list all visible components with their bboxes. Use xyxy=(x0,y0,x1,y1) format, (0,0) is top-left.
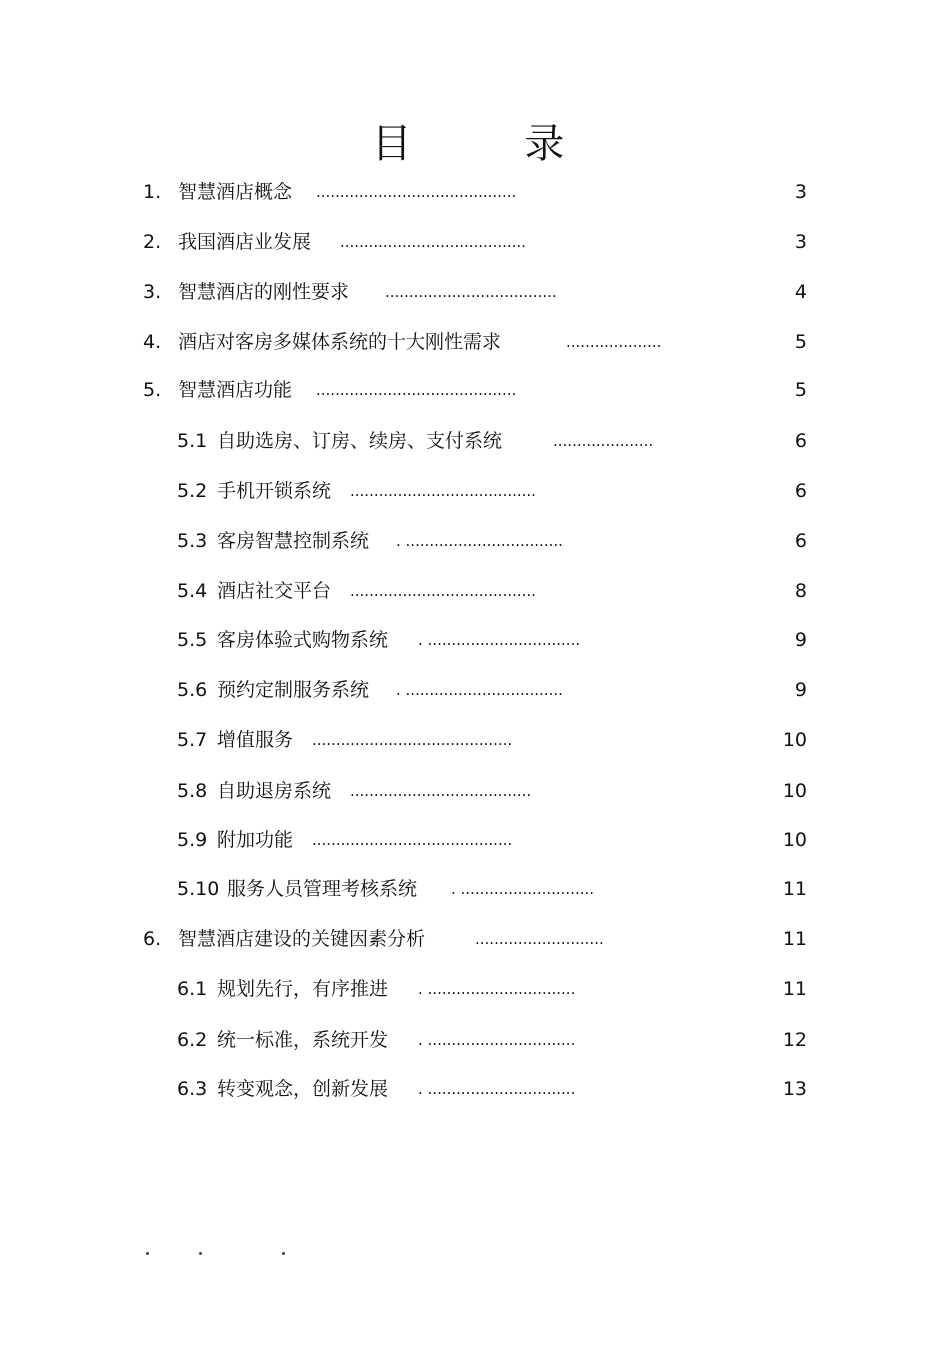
toc-entry-leader: ..................... xyxy=(553,432,654,450)
footer-marks xyxy=(0,1252,950,1272)
toc-entry-number: 5.10 xyxy=(177,878,220,900)
toc-entry-label: 我国酒店业发展 xyxy=(178,231,312,253)
toc-entry[interactable] xyxy=(0,864,950,914)
page-title: 目 录 xyxy=(371,121,615,167)
toc-entry-label: 预约定制服务系统 xyxy=(217,679,370,701)
toc-entry-label: 酒店对客房多媒体系统的十大刚性需求 xyxy=(178,331,502,353)
toc-entry[interactable] xyxy=(0,766,950,816)
toc-entry-page: 11 xyxy=(782,978,807,1000)
toc-entry[interactable] xyxy=(0,317,950,367)
toc-entry-number: 5.9 xyxy=(177,829,208,851)
toc-entry[interactable] xyxy=(0,267,950,317)
toc-entry-label: 智慧酒店功能 xyxy=(178,379,293,401)
toc-entry[interactable] xyxy=(0,1064,950,1114)
toc-entry-leader: .......................................... xyxy=(316,183,517,201)
toc-entry[interactable] xyxy=(0,466,950,516)
toc-entry-number: 6.2 xyxy=(177,1029,208,1051)
toc-entry-number: 5.4 xyxy=(177,580,208,602)
toc-entry-leader: . ............................... xyxy=(418,1080,576,1098)
toc-entry-leader: ....................................... xyxy=(340,233,526,251)
toc-entry[interactable] xyxy=(0,416,950,466)
toc-entry-leader: .......................................... xyxy=(312,831,513,849)
toc-entry-label: 附加功能 xyxy=(217,829,294,851)
toc-entry-leader: ....................................... xyxy=(350,582,536,600)
toc-entry-page: 9 xyxy=(794,679,807,701)
toc-entry-page: 6 xyxy=(794,480,807,502)
toc-entry-label: 转变观念，创新发展 xyxy=(217,1078,389,1100)
toc-entry-number: 5.2 xyxy=(177,480,208,502)
toc-entry-page: 9 xyxy=(794,629,807,651)
toc-entry[interactable] xyxy=(0,964,950,1014)
toc-entry-leader: . ................................ xyxy=(418,631,581,649)
toc-entry-page: 11 xyxy=(782,928,807,950)
toc-entry-label: 自助选房、订房、续房、支付系统 xyxy=(217,430,503,452)
toc-entry-leader: .................................... xyxy=(385,283,557,301)
toc-entry-label: 智慧酒店的刚性要求 xyxy=(178,281,350,303)
toc-entry-number: 2. xyxy=(143,231,162,253)
toc-entry-label: 服务人员管理考核系统 xyxy=(227,878,418,900)
toc-entry-label: 自助退房系统 xyxy=(217,780,332,802)
toc-entry-page: 11 xyxy=(782,878,807,900)
toc-entry[interactable] xyxy=(0,815,950,865)
toc-entry-leader: .......................................... xyxy=(312,731,513,749)
toc-entry-page: 13 xyxy=(782,1078,807,1100)
toc-entry[interactable] xyxy=(0,665,950,715)
toc-entry[interactable] xyxy=(0,566,950,616)
toc-entry-page: 8 xyxy=(794,580,807,602)
toc-entry-page: 10 xyxy=(782,780,807,802)
footer-dot xyxy=(146,1252,149,1255)
toc-entry-leader: .................... xyxy=(566,333,662,351)
toc-entry-number: 5.7 xyxy=(177,729,208,751)
toc-entry-page: 10 xyxy=(782,829,807,851)
toc-entry-number: 6. xyxy=(143,928,162,950)
toc-entry[interactable] xyxy=(0,615,950,665)
toc-entry-leader: . ............................... xyxy=(418,1031,576,1049)
toc-entry-label: 统一标准，系统开发 xyxy=(217,1029,389,1051)
toc-entry[interactable] xyxy=(0,715,950,765)
toc-entry-number: 5.1 xyxy=(177,430,208,452)
toc-entry[interactable] xyxy=(0,167,950,217)
toc-entry-number: 5.3 xyxy=(177,530,208,552)
toc-entry[interactable] xyxy=(0,516,950,566)
toc-entry-page: 5 xyxy=(794,331,807,353)
toc-entry-page: 3 xyxy=(794,181,807,203)
toc-entry-number: 6.3 xyxy=(177,1078,208,1100)
toc-entry-number: 5.5 xyxy=(177,629,208,651)
toc-entry-number: 3. xyxy=(143,281,162,303)
toc-entry-page: 5 xyxy=(794,379,807,401)
toc-entry-label: 智慧酒店建设的关键因素分析 xyxy=(178,928,426,950)
toc-entry[interactable] xyxy=(0,1015,950,1065)
toc-entry-page: 10 xyxy=(782,729,807,751)
toc-entry-page: 6 xyxy=(794,430,807,452)
table-of-contents xyxy=(0,167,950,1127)
toc-entry-page: 12 xyxy=(782,1029,807,1051)
toc-entry-label: 手机开锁系统 xyxy=(217,480,332,502)
toc-entry-number: 5.6 xyxy=(177,679,208,701)
footer-dot xyxy=(282,1252,285,1255)
toc-entry-leader: . ................................. xyxy=(396,532,563,550)
toc-entry-page: 4 xyxy=(794,281,807,303)
toc-entry-page: 6 xyxy=(794,530,807,552)
toc-entry-leader: ....................................... xyxy=(350,482,536,500)
toc-entry-page: 3 xyxy=(794,231,807,253)
toc-entry-leader: . ............................ xyxy=(451,880,595,898)
toc-entry-label: 客房体验式购物系统 xyxy=(217,629,389,651)
toc-entry-leader: . ............................... xyxy=(418,980,576,998)
toc-entry-number: 4. xyxy=(143,331,162,353)
toc-entry-leader: . ................................. xyxy=(396,681,563,699)
footer-dot xyxy=(199,1252,202,1255)
toc-entry-label: 智慧酒店概念 xyxy=(178,181,293,203)
toc-entry-label: 客房智慧控制系统 xyxy=(217,530,370,552)
toc-entry-number: 6.1 xyxy=(177,978,208,1000)
toc-entry[interactable] xyxy=(0,217,950,267)
toc-entry-label: 增值服务 xyxy=(217,729,294,751)
toc-entry-leader: ........................... xyxy=(475,930,604,948)
toc-entry-number: 1. xyxy=(143,181,162,203)
toc-entry-number: 5. xyxy=(143,379,162,401)
toc-entry-leader: ...................................... xyxy=(350,782,532,800)
toc-entry-leader: .......................................... xyxy=(316,381,517,399)
toc-entry-label: 酒店社交平台 xyxy=(217,580,332,602)
toc-entry-number: 5.8 xyxy=(177,780,208,802)
toc-entry[interactable] xyxy=(0,365,950,415)
toc-entry-label: 规划先行，有序推进 xyxy=(217,978,389,1000)
toc-entry[interactable] xyxy=(0,914,950,964)
